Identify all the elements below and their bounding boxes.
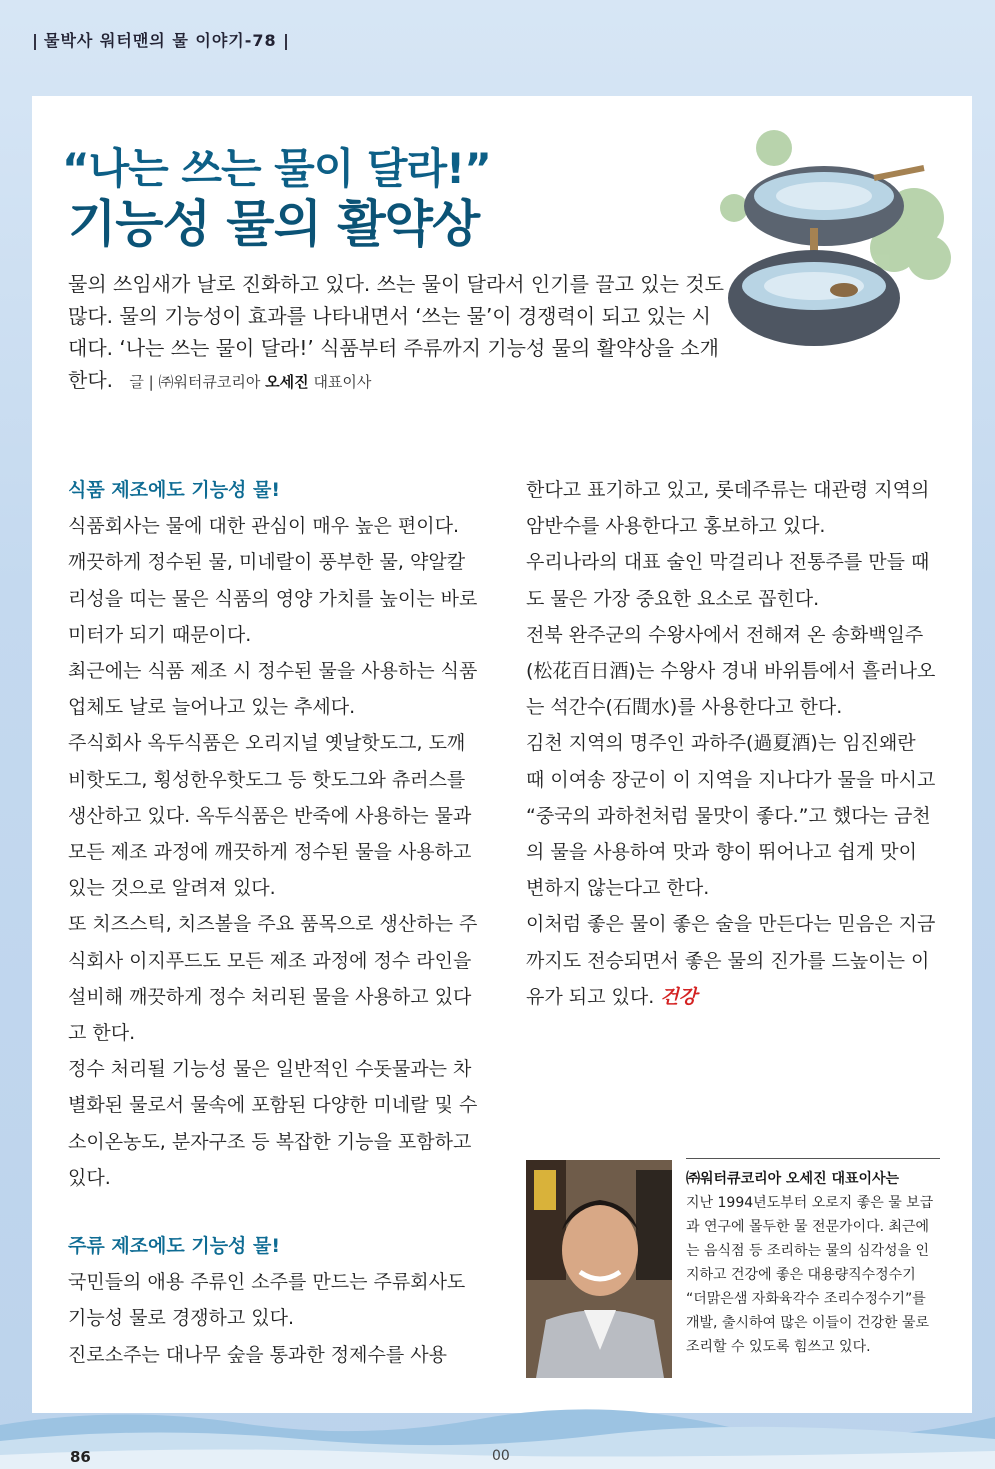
body-paragraph: 진로소주는 대나무 숲을 통과한 정제수를 사용 (68, 1343, 447, 1366)
profile-text: 지난 1994년도부터 오로지 좋은 물 보급과 연구에 몰두한 물 전문가이다. 최근에는 음식점 등 조리하는 물의 심각성을 인지하고 건강에 좋은 대용량직수정수기 “더맑은샘 자화육각수 조리수정수기”를 개발, 출시하여 많은 이들이 건강한 물로 조리할 수 있도록 힘쓰고 있다. (686, 1195, 934, 1355)
body-paragraph: 김천 지역의 명주인 과하주(過夏酒)는 임진왜란 때 이여송 장군이 이 지역을 지나다가 물을 마시고 “중국의 과하천처럼 물맛이 좋다.”고 했다는 금천의 물을 사용하여 맛과 향이 뛰어나고 쉽게 맛이 변하지 않는다고 한다. (526, 732, 936, 900)
byline (129, 373, 371, 391)
author-profile (686, 1158, 940, 1359)
divider (285, 34, 287, 50)
article-title-quote: “나는 쓰는 물이 달라!” (62, 144, 491, 193)
divider (34, 34, 36, 50)
article-card (32, 96, 972, 1413)
body-paragraph: 식품회사는 물에 대한 관심이 매우 높은 편이다. 깨끗하게 정수된 물, 미네랄이 풍부한 물, 약알칼리성을 띠는 물은 식품의 영양 가치를 높이는 바로미터가 되기 때문이다. (68, 515, 478, 646)
lead-paragraph (68, 268, 728, 398)
body-paragraph: 또 치즈스틱, 치즈볼을 주요 품목으로 생산하는 주식회사 이지푸드도 모든 제조 과정에 정수 라인을 설비해 깨끗하게 정수 처리된 물을 사용하고 있다고 한다. (68, 913, 478, 1045)
body-paragraph: 한다고 표기하고 있고, 롯데주류는 대관령 지역의 암반수를 사용한다고 홍보하고 있다. (526, 479, 930, 538)
body-paragraph: 최근에는 식품 제조 시 정수된 물을 사용하는 식품업체도 날로 늘어나고 있는 추세다. (68, 660, 478, 719)
end-mark: 건강 (660, 985, 698, 1008)
profile-heading: ㈜워터큐코리아 오세진 대표이사는 (686, 1171, 900, 1187)
author-photo (526, 1160, 672, 1378)
author-portrait-icon (526, 1160, 672, 1378)
body-paragraph: 주식회사 옥두식품은 오리지널 옛날핫도그, 도깨비핫도그, 횡성한우핫도그 등 핫도그와 츄러스를 생산하고 있다. 옥두식품은 반죽에 사용하는 물과 모든 제조 과정에 깨끗하게 정수된 물을 사용하고 있는 것으로 알려져 있다. (68, 732, 472, 900)
spacer (68, 1196, 478, 1228)
body-column-right (526, 472, 936, 1015)
byline-name: 오세진 (265, 373, 309, 391)
body-paragraph (526, 906, 936, 1015)
series-header (26, 28, 295, 51)
body-paragraph: 정수 처리될 기능성 물은 일반적인 수돗물과는 차별화된 물로서 물속에 포함된 다양한 미네랄 및 수소이온농도, 분자구조 등 복잡한 기능을 포함하고 있다. (68, 1058, 478, 1189)
body-paragraph: 국민들의 애용 주류인 소주를 만드는 주류회사도 기능성 물로 경쟁하고 있다. (68, 1271, 466, 1330)
body-paragraph: 우리나라의 대표 술인 막걸리나 전통주를 만들 때도 물은 가장 중요한 요소로 꼽힌다. (526, 551, 930, 610)
page-number: 86 (70, 1448, 91, 1466)
section-heading: 식품 제조에도 기능성 물! (68, 479, 281, 501)
byline-prefix: 글 | ㈜워터큐코리아 (129, 373, 261, 391)
article-title: 기능성 물의 활약상 (68, 195, 480, 253)
series-title: 물박사 워터맨의 물 이야기-78 (44, 31, 277, 50)
byline-title: 대표이사 (313, 373, 372, 391)
body-column-left (68, 472, 478, 1373)
lead-text: 물의 쓰임새가 날로 진화하고 있다. 쓰는 물이 달라서 인기를 끌고 있는 것도 많다. 물의 기능성이 효과를 나타내면서 ‘쓰는 물’이 경쟁력이 되고 있는 시대다. ‘나는 쓰는 물이 달라!’ 식품부터 주류까지 기능성 물의 활약상을 소개한다. (68, 272, 724, 392)
stone-basin-illustration (714, 118, 954, 358)
body-paragraph: 전북 완주군의 수왕사에서 전해져 온 송화백일주(松花百日酒)는 수왕사 경내 바위틈에서 흘러나오는 석간수(石間水)를 사용한다고 한다. (526, 623, 936, 719)
center-mark: 00 (492, 1448, 510, 1464)
section-heading: 주류 제조에도 기능성 물! (68, 1235, 281, 1258)
body-text: 이처럼 좋은 물이 좋은 술을 만든다는 믿음은 지금까지도 전승되면서 좋은 물의 진가를 드높이는 이유가 되고 있다. (526, 913, 936, 1008)
